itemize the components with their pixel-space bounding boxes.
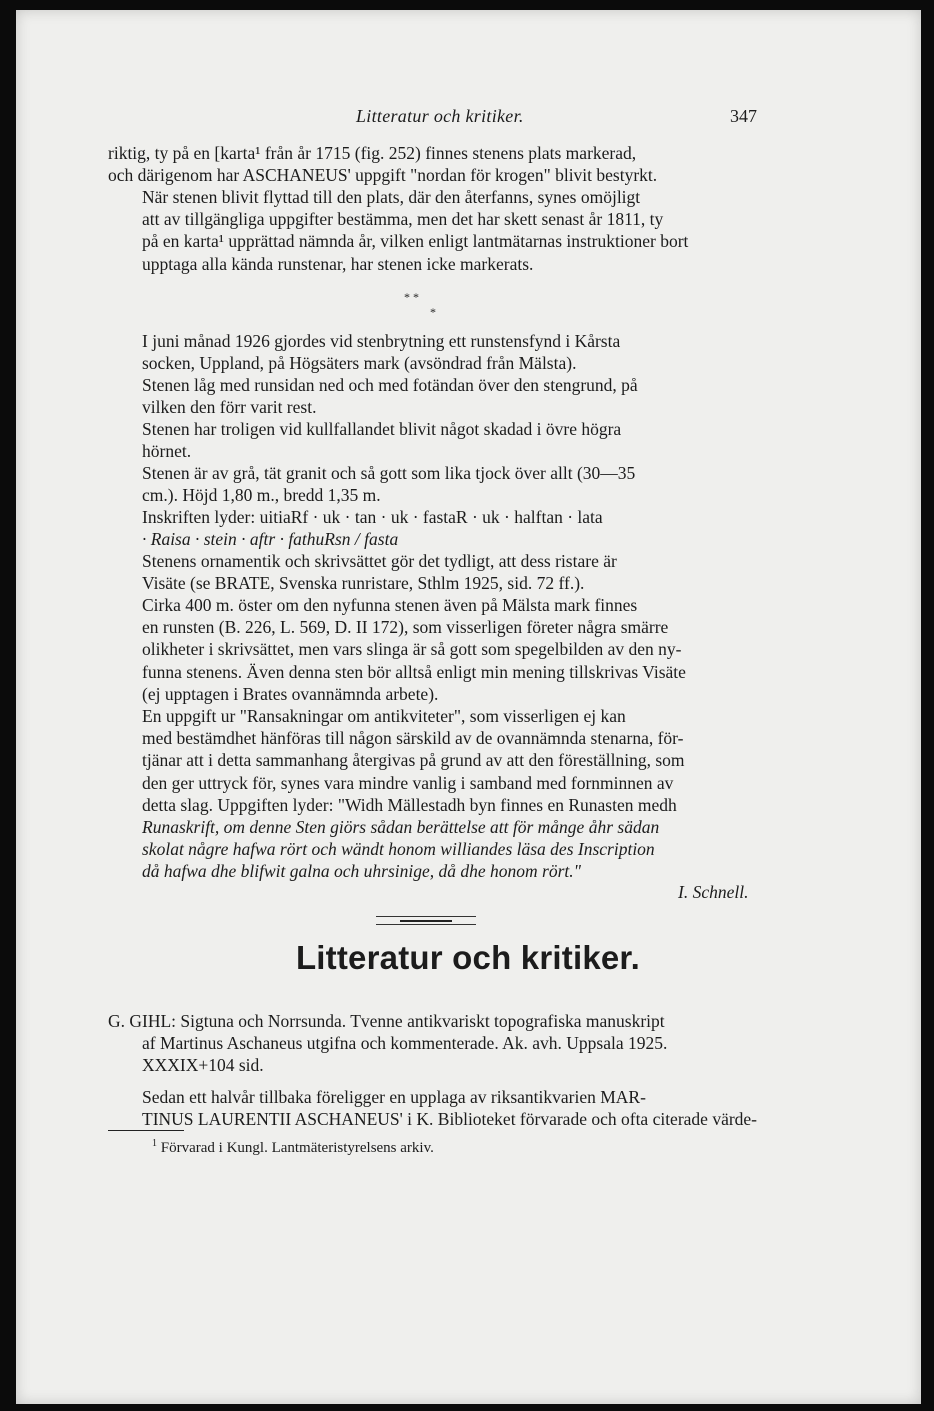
text-line: G. GIHL: Sigtuna och Norrsunda. Tvenne antikvariskt topografiska manuskript: [108, 1011, 665, 1031]
asterism-bottom: *: [430, 305, 436, 319]
text-line: tjänar att i detta sammanhang återgivas på grund av att den föreställning, som: [142, 750, 685, 771]
text-line: den ger uttryck för, synes vara mindre vanlig i samband med fornminnen av: [142, 772, 674, 793]
text-line: af Martinus Aschaneus utgifna och kommenterade. Ak. avh. Uppsala 1925.: [142, 1033, 668, 1054]
text-line: Stenen har troligen vid kullfallandet blivit något skadad i övre högra: [142, 419, 622, 439]
text-line: Stenen låg med runsidan ned och med fotändan över den stengrund, på: [142, 375, 638, 395]
text-line: detta slag. Uppgiften lyder: "Widh Mällestadh byn finnes en Runasten medh: [142, 794, 677, 815]
text-line: Stenen är av grå, tät granit och så gott som lika tjock över allt (30—35: [142, 463, 636, 483]
divider-rule-middle: [400, 920, 452, 922]
text-line: då hafwa dhe blifwit galna och uhrsinige, då dhe honom rört.": [142, 861, 582, 882]
text-line: med bestämdhet hänföras till någon särskild av de ovannämnda stenarna, för-: [142, 728, 684, 749]
section-title: Litteratur och kritiker.: [295, 939, 641, 976]
footnote: [152, 1138, 434, 1157]
text-line: Stenens ornamentik och skrivsättet gör det tydligt, att dess ristare är: [142, 551, 617, 571]
paragraph-9: [108, 594, 772, 705]
text-line: olikheter i skrivsättet, men vars slinga är så gott som spegelbilden av den ny-: [142, 639, 682, 660]
text-line: att av tillgängliga uppgifter bestämma, men det har skett senast år 1811, ty: [142, 209, 664, 230]
text-line: I juni månad 1926 gjordes vid stenbrytning ett runstensfynd i Kårsta: [142, 331, 621, 351]
text-line: Cirka 400 m. öster om den nyfunna stenen även på Mälsta mark finnes: [142, 595, 638, 615]
text-line: TINUS LAURENTII ASCHANEUS' i K. Biblioteket förvarade och ofta citerade värde-: [142, 1109, 758, 1130]
text-line: socken, Uppland, på Högsäters mark (avsöndrad från Mälsta).: [142, 353, 577, 374]
text-line: XXXIX+104 sid.: [142, 1055, 264, 1076]
text-line: Visäte (se BRATE, Svenska runristare, Sthlm 1925, sid. 72 ff.).: [142, 573, 585, 594]
asterism-top: * *: [404, 290, 419, 304]
text-line: När stenen blivit flyttad till den plats, där den återfanns, synes omöjligt: [142, 187, 641, 207]
text-line: på en karta¹ upprättad nämnda år, vilken enligt lantmätarnas instruktioner bort: [142, 231, 689, 252]
book-page: [16, 10, 921, 1404]
review-entry: [108, 1010, 772, 1077]
paragraph-7-inscription: [108, 506, 772, 550]
text-line: upptaga alla kända runstenar, har stenen icke markerats.: [142, 253, 534, 274]
text-line: Sedan ett halvår tillbaka föreligger en upplaga av riksantikvarien MAR-: [142, 1087, 646, 1107]
paragraph-6: [108, 462, 772, 506]
text-line: en runsten (B. 226, L. 569, D. II 172), som visserligen företer några smärre: [142, 617, 669, 638]
paragraph-5: [108, 418, 772, 462]
paragraph-1: [108, 142, 772, 186]
page-number: 347: [730, 106, 757, 126]
text-line: En uppgift ur "Ransakningar om antikviteter", som visserligen ej kan: [142, 706, 626, 726]
text-line: och därigenom har ASCHANEUS' uppgift "nordan för krogen" blivit bestyrkt.: [108, 165, 658, 186]
author-signature: I. Schnell.: [678, 882, 749, 902]
paragraph-10: [108, 705, 772, 883]
divider-rule-bottom: [376, 924, 476, 925]
text-line: hörnet.: [142, 441, 192, 462]
text-line: Inskriften lyder: uitiaRf · uk · tan · uk · fastaR · uk · halftan · lata: [142, 507, 603, 527]
paragraph-8: [108, 550, 772, 594]
footnote-rule: [108, 1130, 184, 1131]
footnote-mark: 1: [152, 1138, 157, 1149]
paragraph-2: [108, 186, 772, 275]
text-line: riktig, ty på en [karta¹ från år 1715 (fig. 252) finnes stenens plats markerad,: [108, 143, 637, 163]
text-line: funna stenens. Även denna sten bör alltså enligt min mening tillskrivas Visäte: [142, 661, 686, 682]
paragraph-4: [108, 374, 772, 418]
text-line: vilken den förr varit rest.: [142, 397, 317, 418]
paragraph-11: [108, 1086, 772, 1130]
text-line: Runaskrift, om denne Sten giörs sådan berättelse att för månge åhr sädan: [142, 817, 660, 838]
divider-rule-top: [376, 916, 476, 917]
footnote-text: Förvarad i Kungl. Lantmäteristyrelsens arkiv.: [160, 1140, 434, 1156]
text-line: cm.). Höjd 1,80 m., bredd 1,35 m.: [142, 485, 381, 506]
paragraph-3: [108, 330, 772, 374]
text-line: · Raisa · stein · aftr · fathuRsn / fasta: [142, 529, 399, 550]
text-line: skolat någre hafwa rört och wändt honom williandes läsa des Inscription: [142, 839, 655, 860]
text-line: (ej upptagen i Brates ovannämnda arbete).: [142, 683, 439, 704]
running-header-title: Litteratur och kritiker.: [356, 106, 524, 126]
